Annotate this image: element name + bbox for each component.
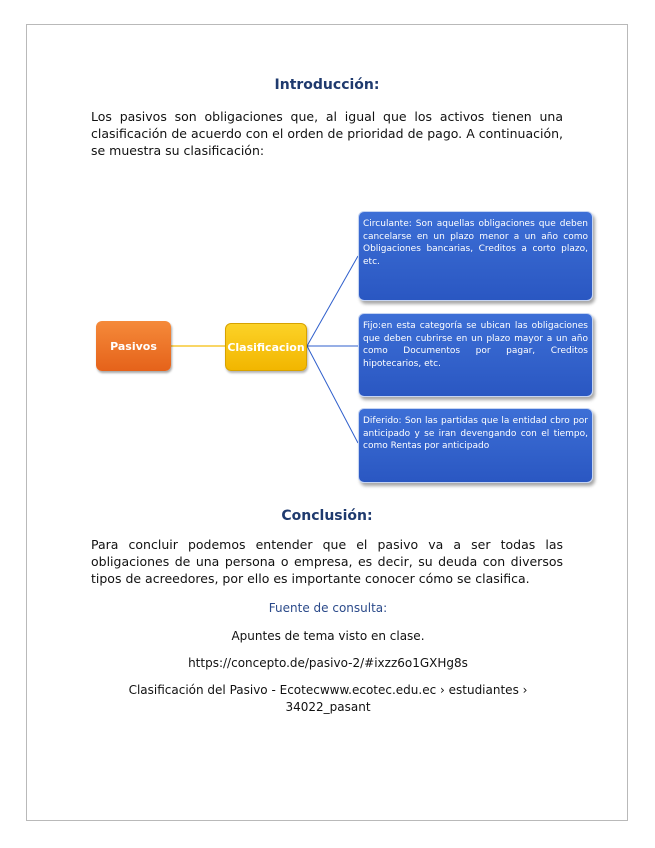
root-node-pasivos: Pasivos bbox=[96, 321, 171, 371]
intro-title: Introducción: bbox=[274, 77, 380, 93]
conclusion-title: Conclusión: bbox=[281, 508, 373, 524]
document-page bbox=[26, 24, 628, 821]
sources-title: Fuente de consulta: bbox=[268, 601, 388, 615]
source-item: https://concepto.de/pasivo-2/#ixzz6o1GXHg8s bbox=[188, 656, 468, 670]
middle-node-clasificacion: Clasificacion bbox=[225, 323, 307, 371]
source-item: Apuntes de tema visto en clase. bbox=[231, 629, 425, 643]
intro-paragraph: Los pasivos son obligaciones que, al igual que los activos tienen una clasificación de acuerdo con el orden de prioridad de pago. A continuación, se muestra su clasificación: bbox=[91, 109, 563, 158]
connector-branch-3 bbox=[307, 346, 358, 443]
source-item: Clasificación del Pasivo - Ecotecwww.ecotec.edu.ec › estudiantes › 34022_pasant bbox=[128, 683, 528, 714]
connector-branch-1 bbox=[307, 256, 358, 346]
branch-node-diferido: Diferido: Son las partidas que la entidad cbro por anticipado y se iran devengando con el tiempo, como Rentas por anticipado bbox=[358, 408, 593, 483]
conclusion-paragraph: Para concluir podemos entender que el pasivo va a ser todas las obligaciones de una persona o empresa, es decir, su deuda con diversos tipos de acreedores, por ello es importante conocer cómo se clasifica. bbox=[91, 537, 563, 586]
branch-node-fijo: Fijo:en esta categoría se ubican las obligaciones que deben cubrirse en un plazo mayor a un año como Documentos por pagar, Creditos hipotecarios, etc. bbox=[358, 313, 593, 397]
branch-node-circulante: Circulante: Son aquellas obligaciones que deben cancelarse en un plazo menor a un año como Obligaciones bancarias, Creditos a corto plazo, etc. bbox=[358, 211, 593, 301]
